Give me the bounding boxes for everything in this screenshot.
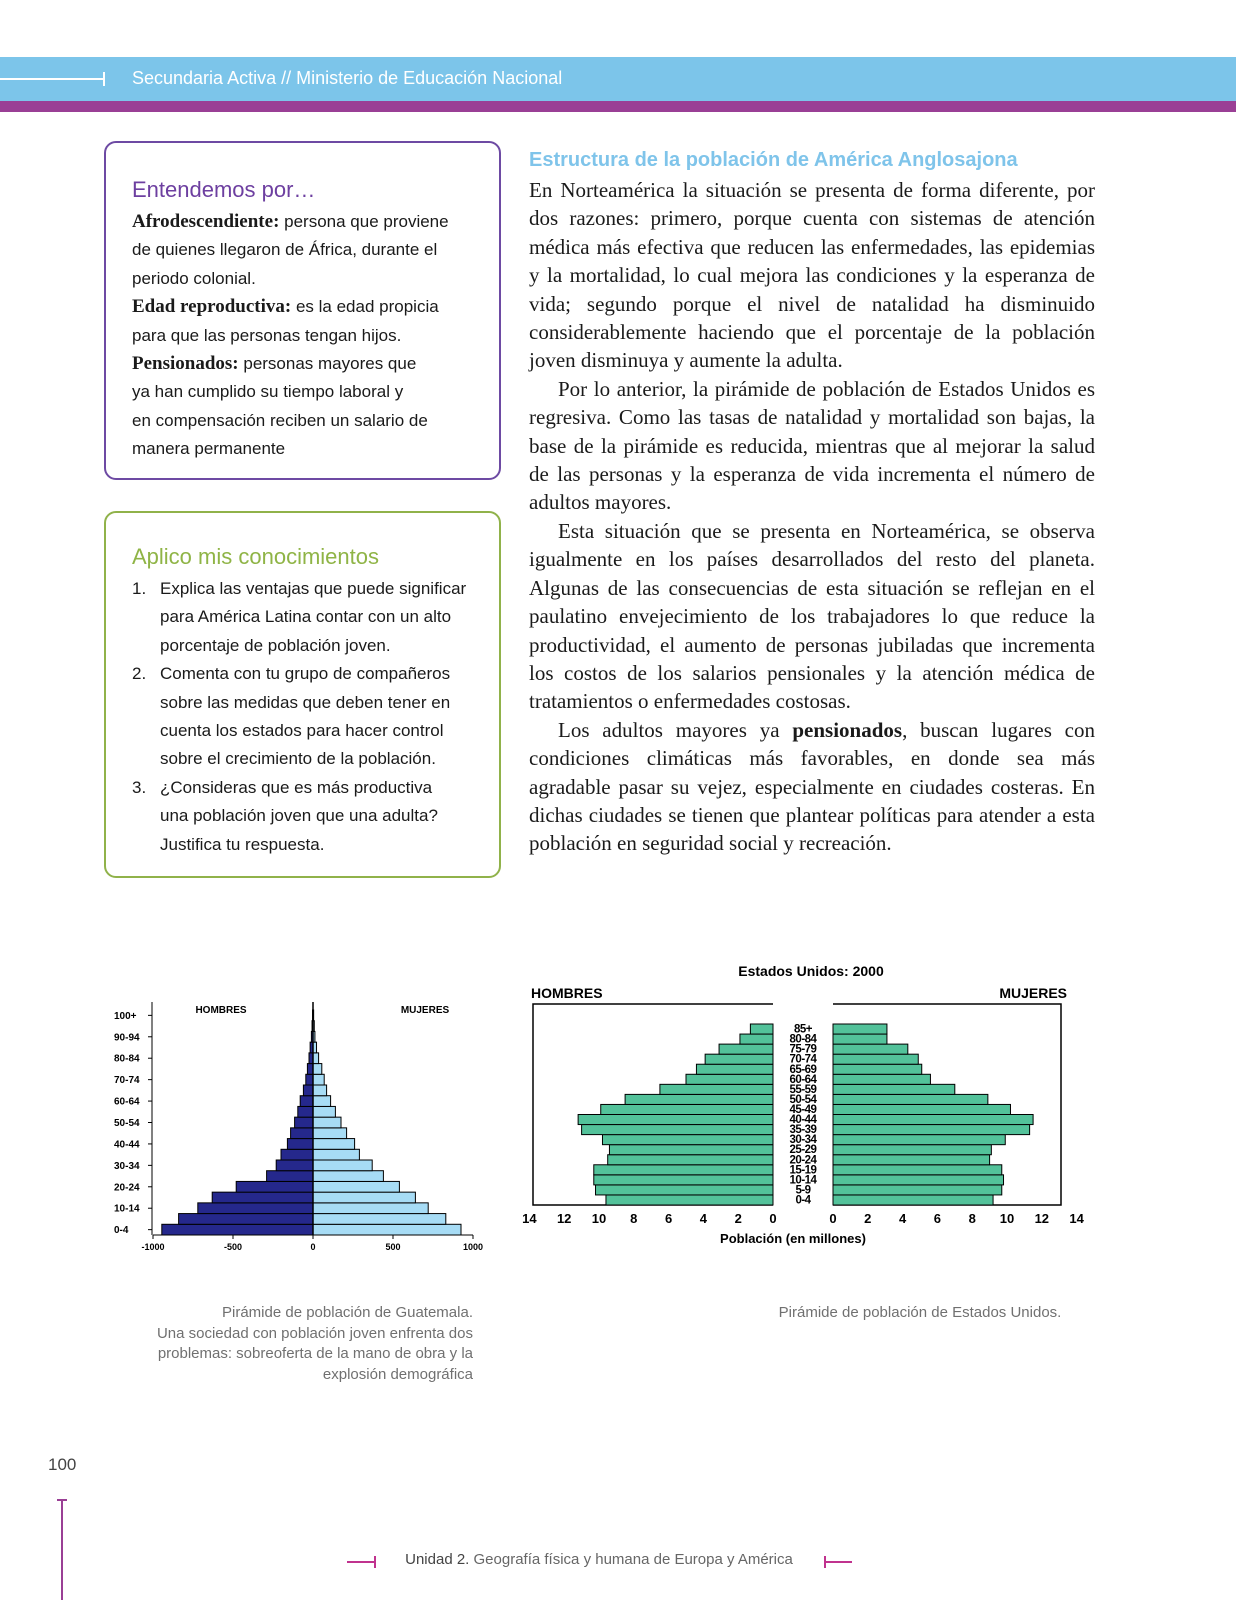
bar-hombres-20-24	[608, 1155, 773, 1165]
definition-item	[132, 350, 487, 378]
bar-hombres-10-14	[198, 1203, 313, 1214]
y-tick-label: 90-94	[114, 1032, 140, 1044]
y-tick-label: 100+	[114, 1010, 137, 1022]
section-title: Estructura de la población de América Anglosajona	[529, 149, 1018, 171]
definition-line: de quienes llegaron de África, durante el	[132, 240, 438, 260]
x-tick-label-left: 12	[556, 1211, 572, 1226]
bar-mujeres-55-59	[833, 1084, 955, 1094]
definition-line: es la edad propicia	[291, 297, 439, 317]
age-label: 5-9	[795, 1184, 811, 1197]
x-tick-label-left: 4	[699, 1211, 708, 1226]
footer-right-tick	[824, 1556, 826, 1568]
bar-mujeres-35-39	[313, 1149, 359, 1160]
usa-caption: Pirámide de población de Estados Unidos.	[778, 1304, 1062, 1321]
y-tick-label: 40-44	[114, 1139, 140, 1151]
x-tick-label-left: 2	[734, 1211, 742, 1226]
bar-mujeres-80-84	[313, 1053, 319, 1064]
page-number: 100	[48, 1455, 77, 1474]
paragraph: Por lo anterior, la pirámide de población de Estados Unidos es regresiva. Como las tasas de natalidad y mortalidad son bajas, la base de la pirámide es reducida, mientras que al mejorar la salud de las personas y la esperanza de vida incrementa el número de adultos mayores.	[529, 376, 1095, 515]
hombres-label: HOMBRES	[195, 1005, 247, 1016]
bar-hombres-65-69	[696, 1064, 773, 1074]
caption-line: problemas: sobreoferta de la mano de obra y la	[157, 1345, 473, 1362]
x-tick-label-right: 0	[829, 1211, 837, 1226]
bar-mujeres-30-34	[313, 1160, 372, 1171]
bar-mujeres-60-64	[313, 1096, 331, 1107]
question-line: cuenta los estados para hacer control	[160, 721, 444, 741]
bar-hombres-15-19	[212, 1192, 313, 1203]
age-label: 40-44	[789, 1114, 817, 1127]
age-label: 75-79	[789, 1043, 817, 1056]
bar-mujeres-40-44	[833, 1115, 1033, 1125]
y-tick-label: 70-74	[114, 1075, 140, 1087]
bar-mujeres-0-4	[833, 1195, 993, 1205]
footer-unit: Unidad 2.	[405, 1551, 470, 1568]
question-item	[132, 774, 492, 859]
bar-mujeres-25-29	[313, 1171, 383, 1182]
age-label: 10-14	[789, 1174, 817, 1187]
x-tick-label: 0	[310, 1242, 316, 1252]
y-tick-label: 10-14	[114, 1203, 140, 1215]
bar-hombres-40-44	[578, 1115, 773, 1125]
bar-mujeres-50-54	[313, 1117, 341, 1128]
x-tick-label-right: 8	[968, 1211, 976, 1226]
bar-hombres-30-34	[602, 1135, 773, 1145]
bar-hombres-15-19	[594, 1165, 773, 1175]
header-title: Secundaria Activa // Ministerio de Educación Nacional	[132, 68, 563, 88]
bar-mujeres-45-49	[313, 1128, 347, 1139]
bar-mujeres-65-69	[833, 1064, 922, 1074]
bar-hombres-0-4	[606, 1195, 773, 1205]
bar-hombres-5-9	[596, 1185, 773, 1195]
paragraph-text: Los adultos mayores ya	[558, 717, 793, 742]
definition-line: ya han cumplido su tiempo laboral y	[132, 382, 404, 402]
question-number: 3.	[132, 777, 147, 797]
definition-line: periodo colonial.	[132, 268, 256, 288]
x-tick-label: -500	[223, 1242, 243, 1252]
bar-hombres-50-54	[295, 1117, 313, 1128]
definitions-list	[132, 208, 487, 464]
question-line: para América Latina contar con un alto	[160, 607, 452, 627]
question-line: sobre el crecimiento de la población.	[160, 749, 436, 769]
bar-hombres-40-44	[287, 1139, 313, 1150]
definition-line: para que las personas tengan hijos.	[132, 325, 402, 345]
bar-mujeres-75-79	[313, 1064, 322, 1075]
bar-hombres-80-84	[740, 1034, 773, 1044]
definition-term: Afrodescendiente:	[132, 211, 280, 232]
bar-mujeres-0-4	[313, 1224, 461, 1235]
bar-hombres-20-24	[236, 1181, 313, 1192]
definition-line: persona que proviene	[279, 212, 449, 231]
bar-mujeres-80-84	[833, 1034, 887, 1044]
y-tick-label: 60-64	[114, 1096, 140, 1108]
x-axis-label: Población (en millones)	[720, 1231, 866, 1246]
bar-mujeres-5-9	[313, 1214, 446, 1225]
bar-mujeres-25-29	[833, 1145, 991, 1155]
bar-mujeres-20-24	[313, 1181, 399, 1192]
definition-line: en compensación reciben un salario de	[132, 410, 428, 430]
bar-hombres-75-79	[719, 1044, 773, 1054]
age-label: 45-49	[789, 1104, 817, 1116]
bar-hombres-35-39	[281, 1149, 313, 1160]
activities-title: Aplico mis conocimientos	[132, 544, 379, 569]
y-tick-label: 50-54	[114, 1118, 140, 1129]
x-tick-label-right: 6	[933, 1211, 942, 1226]
paragraph	[529, 716, 1095, 858]
age-label: 50-54	[789, 1093, 817, 1106]
bar-mujeres-10-14	[833, 1175, 1004, 1185]
bar-hombres-0-4	[162, 1224, 313, 1235]
header-line	[0, 78, 104, 80]
chart-title: Estados Unidos: 2000	[738, 963, 884, 979]
bar-mujeres-70-74	[833, 1054, 918, 1064]
age-label: 70-74	[789, 1053, 817, 1066]
guatemala-pyramid-chart	[100, 1005, 500, 1275]
age-label: 85+	[793, 1023, 813, 1036]
bar-mujeres-75-79	[833, 1044, 908, 1054]
question-line: Explica las ventajas que puede significar	[160, 579, 467, 598]
x-tick-label-left: 14	[522, 1211, 537, 1226]
bar-mujeres-5-9	[833, 1185, 1002, 1195]
x-tick-label-right: 14	[1069, 1211, 1084, 1226]
age-label: 60-64	[789, 1073, 817, 1086]
x-tick-label: 1000	[462, 1242, 484, 1252]
age-label: 30-34	[789, 1134, 817, 1147]
footer-vertical-tick	[57, 1499, 67, 1501]
definitions-title: Entendemos por…	[132, 177, 316, 202]
footer-right-rule	[824, 1561, 852, 1563]
question-item	[132, 575, 492, 660]
x-tick-label-left: 10	[591, 1211, 607, 1226]
paragraph-text: , buscan lugares con condiciones climáticas más favorables, en donde sea más agradable pasar su vejez, especialmente en ciudades costeras. En dichas ciudades se tienen que plantear políticas para atender a esta población en seguridad social y recreación.	[529, 717, 1095, 856]
definition-line: personas mayores que	[238, 354, 417, 374]
bar-mujeres-50-54	[833, 1094, 988, 1104]
bar-mujeres-30-34	[833, 1135, 1005, 1145]
bar-hombres-85+	[750, 1024, 773, 1034]
question-line: una población joven que una adulta?	[160, 806, 438, 826]
footer-unit-title	[346, 1551, 852, 1568]
caption-line: Una sociedad con población joven enfrenta dos	[156, 1324, 473, 1342]
paragraph: En Norteamérica la situación se presenta de forma diferente, por dos razones: primero, porque cuenta con sistemas de atención médica más efectiva que reducen las enfermedades, las epidemias y la mortalidad, lo cual mejora las condiciones y la esperanza de vida; segundo porque el nivel de natalidad ha disminuido considerablemente haciendo que el porcentaje de la población joven disminuya y aumente la adulta.	[529, 178, 1095, 373]
y-tick-label: 0-4	[114, 1225, 129, 1237]
x-tick-label: -1000	[141, 1242, 165, 1252]
bar-mujeres-20-24	[833, 1155, 990, 1165]
header-accent-stripe	[0, 101, 1236, 112]
header-line-tick	[103, 72, 105, 86]
age-label: 80-84	[789, 1033, 817, 1046]
question-list	[132, 575, 492, 859]
x-tick-label-left: 0	[769, 1211, 777, 1226]
y-tick-label: 80-84	[114, 1053, 140, 1065]
y-tick-label: 20-24	[114, 1182, 140, 1194]
x-tick-label-right: 2	[864, 1211, 872, 1226]
definition-term: Pensionados:	[132, 353, 239, 375]
question-line: ¿Consideras que es más productiva	[160, 777, 433, 797]
bar-hombres-55-59	[298, 1106, 313, 1117]
x-tick-label-left: 8	[630, 1211, 638, 1226]
x-tick-label-right: 4	[898, 1211, 907, 1226]
paragraph: Esta situación que se presenta en Norteamérica, se observa igualmente en los países desarrollados del resto del planeta. Algunas de las consecuencias de esta situación se reflejan en el paulatino envejecimiento de los trabajadores lo que reduce la productividad, el aumento de personas jubiladas que incrementa los costos de los salarios pensionales y la atención médica de tratamientos o enfermedades costosas.	[529, 518, 1095, 714]
definition-line: manera permanente	[132, 439, 286, 459]
bar-hombres-45-49	[601, 1104, 773, 1114]
bar-hombres-45-49	[291, 1128, 313, 1139]
bar-hombres-30-34	[276, 1160, 313, 1171]
age-label: 55-59	[789, 1083, 817, 1096]
bar-mujeres-35-39	[833, 1125, 1030, 1135]
question-number: 1.	[132, 579, 147, 598]
bar-mujeres-85+	[833, 1024, 887, 1034]
age-label: 20-24	[789, 1154, 817, 1167]
mujeres-label: MUJERES	[400, 1005, 450, 1016]
question-number: 2.	[132, 664, 147, 684]
footer-vertical-line	[61, 1499, 63, 1600]
bar-hombres-70-74	[705, 1054, 773, 1064]
bar-mujeres-40-44	[313, 1139, 355, 1150]
question-line: sobre las medidas que deben tener en	[160, 692, 451, 712]
age-label: 35-39	[789, 1124, 817, 1137]
bar-mujeres-70-74	[313, 1074, 324, 1085]
x-tick-label-right: 10	[999, 1211, 1015, 1226]
bar-hombres-75-79	[307, 1064, 313, 1075]
bar-hombres-5-9	[179, 1214, 313, 1225]
age-label: 25-29	[789, 1144, 817, 1157]
question-line: Comenta con tu grupo de compañeros	[160, 664, 451, 684]
guatemala-caption	[140, 1303, 473, 1385]
bar-mujeres-55-59	[313, 1106, 335, 1117]
age-label: 0-4	[795, 1194, 811, 1207]
age-label: 65-69	[789, 1063, 817, 1076]
bar-hombres-65-69	[303, 1085, 313, 1096]
x-tick-label-right: 12	[1034, 1211, 1050, 1226]
bar-hombres-10-14	[594, 1175, 773, 1185]
bar-mujeres-45-49	[833, 1104, 1010, 1114]
bar-hombres-70-74	[306, 1074, 313, 1085]
article-body	[529, 176, 1095, 858]
question-line: Justifica tu respuesta.	[160, 834, 325, 854]
bar-hombres-25-29	[609, 1145, 773, 1155]
footer-subtitle: Geografía física y humana de Europa y América	[469, 1551, 793, 1568]
caption-line: Pirámide de población de Guatemala.	[222, 1304, 473, 1321]
hombres-label: HOMBRES	[531, 985, 603, 1001]
bar-hombres-35-39	[582, 1125, 773, 1135]
definition-item	[132, 293, 487, 321]
question-item	[132, 660, 492, 774]
caption-line: explosión demográfica	[322, 1365, 473, 1383]
bar-mujeres-15-19	[313, 1192, 415, 1203]
mujeres-label: MUJERES	[999, 985, 1067, 1001]
y-tick-label: 30-34	[114, 1160, 140, 1172]
bar-mujeres-65-69	[313, 1085, 327, 1096]
bar-mujeres-15-19	[833, 1165, 1002, 1175]
x-tick-label-left: 6	[664, 1211, 673, 1226]
bar-mujeres-60-64	[833, 1074, 930, 1084]
bar-hombres-60-64	[686, 1074, 773, 1084]
bar-mujeres-10-14	[313, 1203, 428, 1214]
age-label: 15-19	[789, 1164, 817, 1177]
bar-hombres-55-59	[660, 1084, 773, 1094]
x-tick-label: 500	[385, 1242, 401, 1252]
definition-item	[132, 208, 487, 236]
bar-hombres-50-54	[625, 1094, 773, 1104]
question-line: porcentaje de población joven.	[160, 635, 391, 655]
bar-hombres-25-29	[267, 1171, 313, 1182]
bar-hombres-60-64	[300, 1096, 313, 1107]
usa-pyramid-chart	[522, 960, 1105, 1290]
highlighted-term: pensionados	[792, 717, 903, 742]
definition-term: Edad reproductiva:	[132, 296, 292, 318]
